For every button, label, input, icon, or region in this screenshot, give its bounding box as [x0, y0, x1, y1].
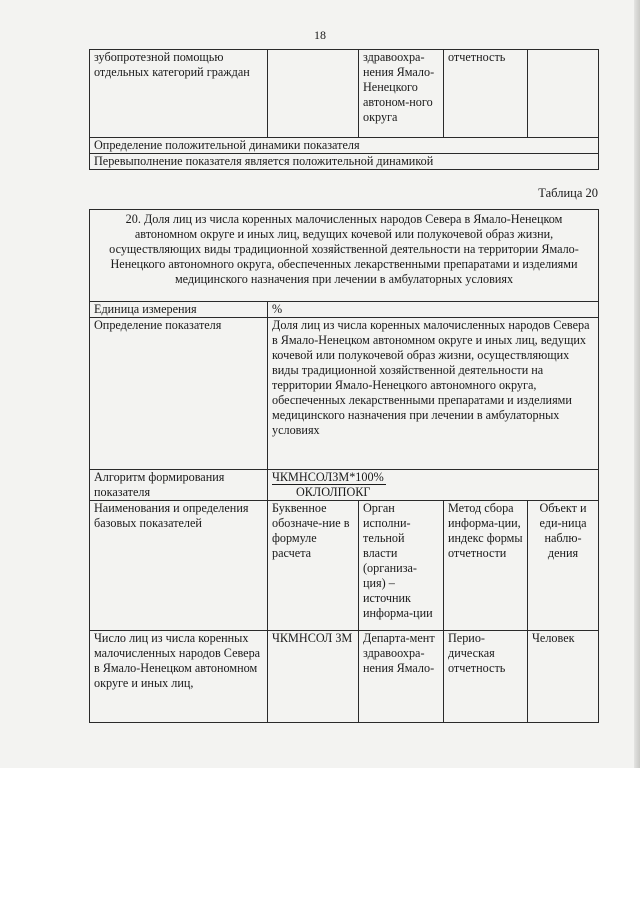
table-cell: зубопротезной помощью отдельных категорий граждан: [90, 50, 268, 138]
formula-denominator: ОКЛОЛПОКГ: [296, 485, 371, 499]
row-name: Число лиц из числа коренных малочисленных народов Севера в Ямало-Ненецком автономном округе и иных лиц,: [90, 631, 268, 723]
table-row: [90, 501, 599, 631]
formula-cell: [268, 470, 599, 501]
header-letter: Буквенное обозначе-ние в формуле расчета: [268, 501, 359, 631]
definition-value: Доля лиц из числа коренных малочисленных народов Севера в Ямало-Ненецком автономном округе и иных лиц, ведущих кочевой или полукочевой образ жизни, осуществляющих виды традиционной хозяйственной деятельности на территории Ямало-Ненецкого автономного округа, обеспеченных лекарственными препаратами и изделиями медицинского назначения при лечении в амбулаторных условиях: [268, 318, 599, 470]
header-name: Наименования и определения базовых показателей: [90, 501, 268, 631]
table-cell: здравоохра-нения Ямало-Ненецкого автоном-ного округа: [359, 50, 444, 138]
page-number: 18: [314, 28, 326, 42]
table-cell: [268, 50, 359, 138]
previous-indicator-table: [89, 49, 599, 170]
unit-label: Единица измерения: [90, 302, 268, 318]
dynamics-value: Перевыполнение показателя является положительной динамикой: [90, 154, 599, 170]
header-object: Объект и еди-ница наблю-дения: [528, 501, 599, 631]
indicator-title: 20. Доля лиц из числа коренных малочисленных народов Севера в Ямало-Ненецком автономном округе и иных лиц, ведущих кочевой или полукочевой образ жизни, осуществляющих виды традиционной хозяйственной деятельности на территории Ямало-Ненецкого автономного округа, обеспеченных лекарственными препаратами и изделиями медицинского назначения при лечении в амбулаторных условиях: [90, 210, 599, 302]
row-organ: Департа-мент здравоохра-нения Ямало-: [359, 631, 444, 723]
indicator-table: [89, 209, 599, 723]
row-object: Человек: [528, 631, 599, 723]
row-letter: ЧКМНСОЛ ЗМ: [268, 631, 359, 723]
table-row: [90, 138, 599, 154]
row-method: Перио-дическая отчетность: [444, 631, 528, 723]
dynamics-label: Определение положительной динамики показателя: [90, 138, 599, 154]
table-row: [90, 154, 599, 170]
table-row: [90, 302, 599, 318]
unit-value: %: [268, 302, 599, 318]
table-row: [90, 318, 599, 470]
table-cell: отчетность: [444, 50, 528, 138]
header-method: Метод сбора информа-ции, индекс формы отчетности: [444, 501, 528, 631]
table-caption: Таблица 20: [538, 186, 598, 200]
header-organ: Орган исполни-тельной власти (организа-ция) – источник информа-ции: [359, 501, 444, 631]
definition-label: Определение показателя: [90, 318, 268, 470]
formula: [272, 470, 594, 500]
scan-edge: [634, 0, 640, 768]
table-row: [90, 210, 599, 302]
table-row: [90, 631, 599, 723]
table-cell: [528, 50, 599, 138]
table-row: [90, 470, 599, 501]
formula-numerator: ЧКМНСОЛЗМ*100%: [272, 470, 384, 484]
algorithm-label: Алгоритм формирования показателя: [90, 470, 268, 501]
table-row: [90, 50, 599, 138]
